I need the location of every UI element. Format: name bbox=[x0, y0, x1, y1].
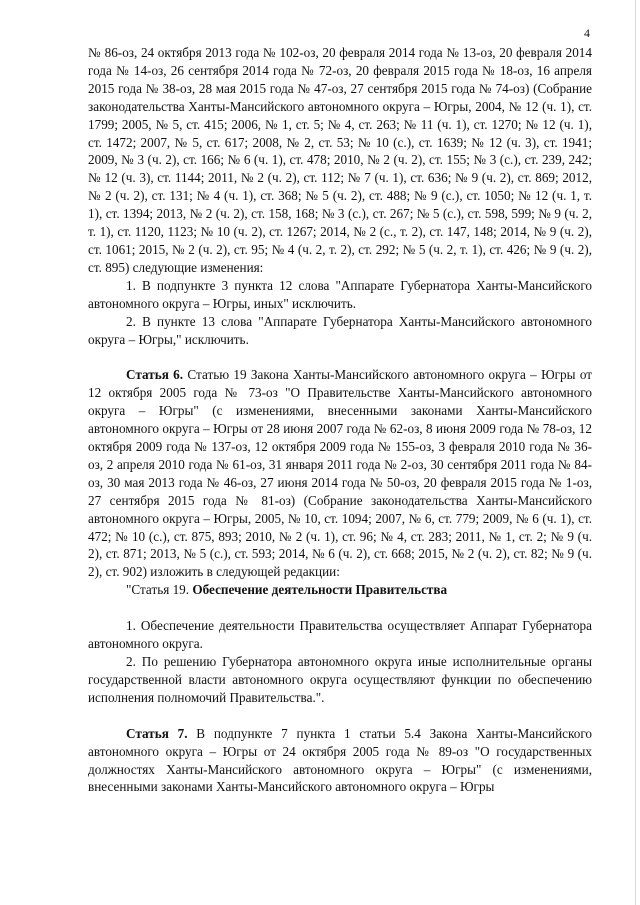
article-19-title bbox=[88, 581, 592, 599]
scan-edge-line bbox=[635, 0, 636, 905]
paragraph-spacer bbox=[88, 348, 592, 366]
article-19-title-text: Обеспечение деятельности Правительства bbox=[192, 582, 448, 598]
article-7-text: В подпункте 7 пункта 1 статьи 5.4 Закона Ханты-Мансийского автономного округа – Югры от 24 октября 2005 года № 89-оз "О государственных должностях Ханты-Мансийского автономного округа – Югры" (с изменениями, внесенными законами Ханты-Мансийского автономного округа – Югры bbox=[88, 725, 592, 795]
article-6-text: Статью 19 Закона Ханты-Мансийского автономного округа – Югры от 12 октября 2005 года № 73-оз "О Правительстве Ханты-Мансийского автономного округа – Югры" (с изменениями, внесенными законами Ханты-Мансийского автономного округа – Югры от 28 июня 2007 года № 62-оз, 8 июня 2009 года № 78-оз, 12 октября 2009 года № 137-оз, 12 октября 2009 года № 155-оз, 3 февраля 2010 года № 36-оз, 2 апреля 2010 года № 61-оз, 31 января 2011 года № 2-оз, 30 сентября 2011 года № 84-оз, 30 мая 2013 года № 46-оз, 27 июня 2014 года № 50-оз, 20 февраля 2015 года № 1-оз, 27 сентября 2015 года № 81-оз) (Собрание законодательства Ханты-Мансийского автономного округа – Югры, 2005, № 10, ст. 1094; 2007, № 6, ст. 779; 2009, № 6 (ч. 1), ст. 472; № 10 (с.), ст. 875, 893; 2010, № 2 (ч. 1), ст. 96; № 4, ст. 283; 2011, № 1, ст. 2; № 9 (ч. 2), ст. 871; 2013, № 5 (с.), ст. 593; 2014, № 6 (ч. 2), ст. 668; 2015, № 2 (ч. 2), ст. 82; № 9 (ч. 2), ст. 902) изложить в следующей редакции: bbox=[88, 367, 593, 580]
amendment-item-2: 2. В пункте 13 слова "Аппарате Губернатора Ханты-Мансийского автономного округа – Югры," исключить. bbox=[88, 313, 592, 347]
document-body bbox=[88, 44, 592, 796]
page-number: 4 bbox=[584, 26, 590, 40]
article-7-paragraph bbox=[88, 725, 592, 797]
article-7-heading: Статья 7. bbox=[126, 725, 188, 741]
article-6-heading: Статья 6. bbox=[126, 367, 184, 383]
paragraph-spacer bbox=[88, 599, 592, 617]
article-19-item-2: 2. По решению Губернатора автономного округа иные исполнительные органы государственной власти автономного округа осуществляют функции по обеспечению исполнения полномочий Правительства.". bbox=[88, 654, 592, 705]
amendments-continuation-paragraph: № 86-оз, 24 октября 2013 года № 102-оз, 20 февраля 2014 года № 13-оз, 20 февраля 2014 года № 14-оз, 26 сентября 2014 года № 72-оз, 20 февраля 2015 года № 18-оз, 16 апреля 2015 года № 38-оз, 28 мая 2015 года № 47-оз, 27 сентября 2015 года № 74-оз) (Собрание законодательства Ханты-Мансийского автономного округа – Югры, 2004, № 12 (ч. 1), ст. 1799; 2005, № 5, ст. 415; 2006, № 1, ст. 5; № 4, ст. 263; № 11 (ч. 1), ст. 1270; № 12 (ч. 1), ст. 1472; 2007, № 5, ст. 617; 2008, № 2, ст. 53; № 10 (с.), ст. 1639; № 12 (ч. 3), ст. 1941; 2009, № 3 (ч. 2), ст. 166; № 6 (ч. 1), ст. 478; 2010, № 2 (ч. 2), ст. 155; № 3 (с.), ст. 239, 242; № 12 (ч. 3), ст. 1144; 2011, № 2 (ч. 2), ст. 112; № 7 (ч. 1), ст. 636; № 9 (ч. 2), ст. 869; 2012, № 2 (ч. 2), ст. 131; № 4 (ч. 1), ст. 368; № 5 (ч. 2), ст. 488; № 9 (с.), ст. 1050; № 12 (ч. 1, т. 1), ст. 1394; 2013, № 2 (ч. 2), ст. 158, 168; № 3 (с.), ст. 267; № 5 (с.), ст. 598, 599; № 9 (ч. 2, т. 1), ст. 1120, 1123; № 10 (ч. 2), ст. 1267; 2014, № 2 (с., т. 2), ст. 147, 148; 2014, № 9 (ч. 2), ст. 1061; 2015, № 2 (ч. 2), ст. 95; № 4 (ч. 2, т. 2), ст. 292; № 5 (ч. 2, т. 1), ст. 426; № 9 (ч. 2), ст. 895) следующие изменения: bbox=[88, 45, 592, 275]
paragraph-spacer bbox=[88, 707, 592, 725]
article-6-paragraph bbox=[88, 366, 592, 581]
article-19-title-prefix: "Статья 19. bbox=[126, 582, 193, 598]
amendment-item-1: 1. В подпункте 3 пункта 12 слова "Аппарате Губернатора Ханты-Мансийского автономного округа – Югры, иных" исключить. bbox=[88, 277, 592, 311]
article-19-item-1: 1. Обеспечение деятельности Правительства осуществляет Аппарат Губернатора автономного округа. bbox=[88, 618, 592, 652]
